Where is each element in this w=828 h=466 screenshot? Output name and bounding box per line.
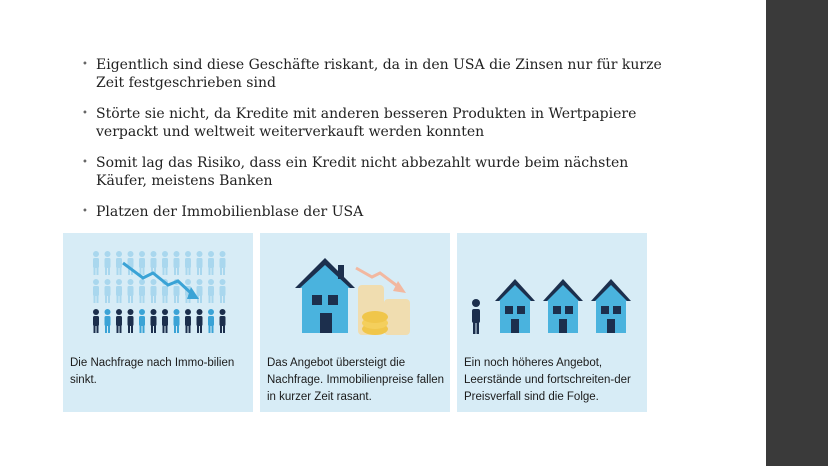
dark-sidebar bbox=[766, 0, 828, 466]
person-icon bbox=[162, 309, 168, 333]
bullet-list bbox=[82, 56, 672, 234]
person-icon bbox=[105, 279, 111, 303]
bullet-dot-icon: • bbox=[82, 206, 88, 217]
person-icon bbox=[220, 279, 226, 303]
person-icon bbox=[93, 251, 99, 275]
person-icon bbox=[93, 279, 99, 303]
people-icon-grid bbox=[93, 251, 226, 333]
panel-caption: Ein noch höheres Angebot, Leerstände und fortschreiten-der Preisverfall sind die Folge. bbox=[464, 357, 631, 403]
infographic-panel-vacancy bbox=[457, 233, 647, 412]
person-icon bbox=[128, 309, 134, 333]
house-icon bbox=[591, 279, 631, 333]
bullet-text: Störte sie nicht, da Kredite mit anderen besseren Produkten in Wertpapiere verpackt und weltweit weiterverkauft werden konnten bbox=[96, 106, 637, 140]
house-and-coins-illustration bbox=[260, 233, 450, 353]
person-icon bbox=[197, 279, 203, 303]
person-icon bbox=[208, 251, 214, 275]
person-icon bbox=[151, 309, 157, 333]
panel-caption: Die Nachfrage nach Immo-bilien sinkt. bbox=[70, 357, 235, 386]
bullet-item bbox=[82, 203, 672, 221]
person-icon bbox=[93, 309, 99, 333]
coin-stack-icon bbox=[358, 285, 410, 335]
infographic-panel-supply bbox=[260, 233, 450, 412]
person-icon bbox=[208, 309, 214, 333]
person-icon bbox=[197, 309, 203, 333]
bullet-text: Eigentlich sind diese Geschäfte riskant, da in den USA die Zinsen nur für kurze Zeit festgeschrieben sind bbox=[96, 57, 662, 91]
person-icon bbox=[174, 251, 180, 275]
house-icon bbox=[543, 279, 583, 333]
person-icon bbox=[139, 251, 145, 275]
person-icon bbox=[220, 309, 226, 333]
person-icon bbox=[139, 279, 145, 303]
person-icon bbox=[220, 251, 226, 275]
person-icon bbox=[151, 279, 157, 303]
bullet-text: Platzen der Immobilienblase der USA bbox=[96, 204, 364, 220]
bullet-item bbox=[82, 154, 672, 190]
house-icon bbox=[495, 279, 535, 333]
person-icon bbox=[105, 309, 111, 333]
person-icon bbox=[174, 309, 180, 333]
person-icon bbox=[208, 279, 214, 303]
declining-demand-illustration bbox=[63, 233, 253, 353]
person-and-houses-illustration bbox=[457, 233, 647, 353]
person-icon bbox=[116, 251, 122, 275]
person-icon bbox=[197, 251, 203, 275]
person-icon bbox=[162, 251, 168, 275]
bullet-item bbox=[82, 105, 672, 141]
house-icon bbox=[295, 258, 355, 333]
panel-caption: Das Angebot übersteigt die Nachfrage. Immobilienpreise fallen in kurzer Zeit rasant. bbox=[267, 357, 445, 403]
bullet-item bbox=[82, 56, 672, 92]
houses-row bbox=[495, 279, 631, 333]
bullet-dot-icon: • bbox=[82, 108, 88, 119]
person-icon bbox=[105, 251, 111, 275]
person-icon bbox=[472, 299, 480, 334]
bullet-dot-icon: • bbox=[82, 59, 88, 70]
bullet-text: Somit lag das Risiko, dass ein Kredit nicht abbezahlt wurde beim nächsten Käufer, meistens Banken bbox=[96, 155, 629, 189]
bullet-dot-icon: • bbox=[82, 157, 88, 168]
infographic-panel-demand bbox=[63, 233, 253, 412]
person-icon bbox=[116, 279, 122, 303]
person-icon bbox=[116, 309, 122, 333]
person-icon bbox=[151, 251, 157, 275]
person-icon bbox=[185, 251, 191, 275]
person-icon bbox=[139, 309, 145, 333]
person-icon bbox=[128, 279, 134, 303]
person-icon bbox=[185, 309, 191, 333]
